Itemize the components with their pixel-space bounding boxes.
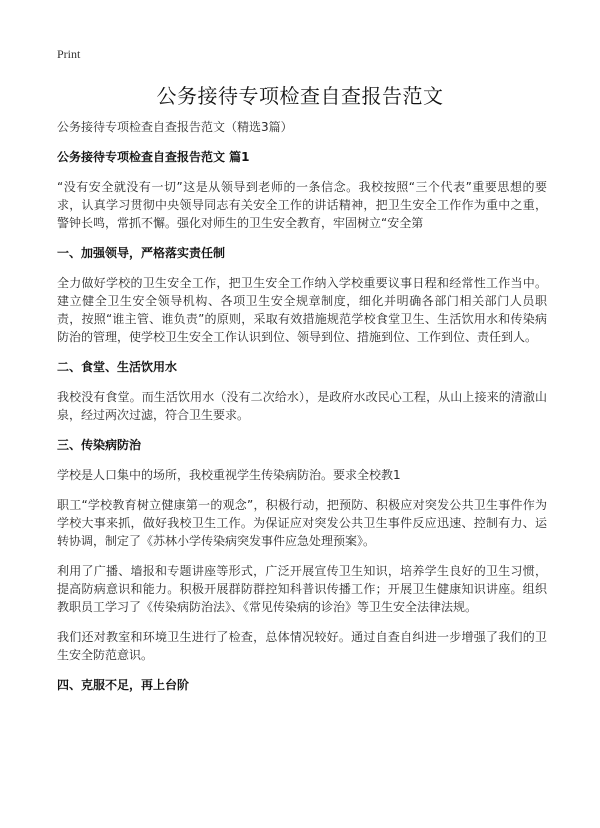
paragraph: 我们还对教室和环境卫生进行了检查，总体情况较好。通过自查自纠进一步增强了我们的卫生安全防范意识。 (57, 630, 547, 662)
article-heading: 公务接待专项检查自查报告范文 篇1 (57, 150, 250, 164)
section-heading: 四、克服不足，再上台阶 (57, 678, 190, 692)
paragraph: “没有安全就没有一切”这是从领导到老师的一条信念。我校按照“三个代表”重要思想的要求，认真学习贯彻中央领导同志有关安全工作的讲话精神，把卫生安全工作作为重中之重，警钟长鸣，常抓不懈。强化对师生的卫生安全教育，牢固树立“安全第 (57, 180, 547, 230)
paragraph: 我校没有食堂。而生活饮用水（没有二次给水），是政府水改民心工程，从山上接来的清澈山泉，经过两次过滤，符合卫生要求。 (57, 390, 547, 422)
page-title: 公务接待专项检查自查报告范文 (156, 84, 444, 108)
paragraph: 利用了广播、墙报和专题讲座等形式，广泛开展宣传卫生知识，培养学生良好的卫生习惯，提高防病意识和能力。积极开展群防群控知科普识传播工作；开展卫生健康知识讲座。组织教职员工学习了《传染病防治法》、《常见传染病的诊治》等卫生安全法律法规。 (57, 564, 547, 614)
document-body (57, 118, 547, 706)
paragraph: 职工“学校教育树立健康第一的观念”，积极行动，把预防、积极应对突发公共卫生事件作为学校大事来抓，做好我校卫生工作。为保证应对突发公共卫生事件反应迅速、控制有力、运转协调，制定了《苏林小学传染病突发事件应急处理预案》。 (57, 498, 547, 548)
section-heading: 三、传染病防治 (57, 438, 142, 452)
section-heading: 一、加强领导，严格落实责任制 (57, 246, 226, 260)
document-subtitle: 公务接待专项检查自查报告范文（精选3篇） (57, 120, 293, 134)
paragraph: 学校是人口集中的场所，我校重视学生传染病防治。要求全校教1 (57, 468, 401, 482)
section-heading: 二、食堂、生活饮用水 (57, 360, 178, 374)
paragraph: 全力做好学校的卫生安全工作，把卫生安全工作纳入学校重要议事日程和经常性工作当中。建立健全卫生安全领导机构、各项卫生安全规章制度，细化并明确各部门相关部门人员职责，按照“谁主管、谁负责”的原则，采取有效措施规范学校食堂卫生、生活饮用水和传染病防治的管理，使学校卫生安全工作认识到位、领导到位、措施到位、工作到位、责任到人。 (57, 276, 547, 344)
print-link[interactable]: Print (57, 47, 81, 61)
